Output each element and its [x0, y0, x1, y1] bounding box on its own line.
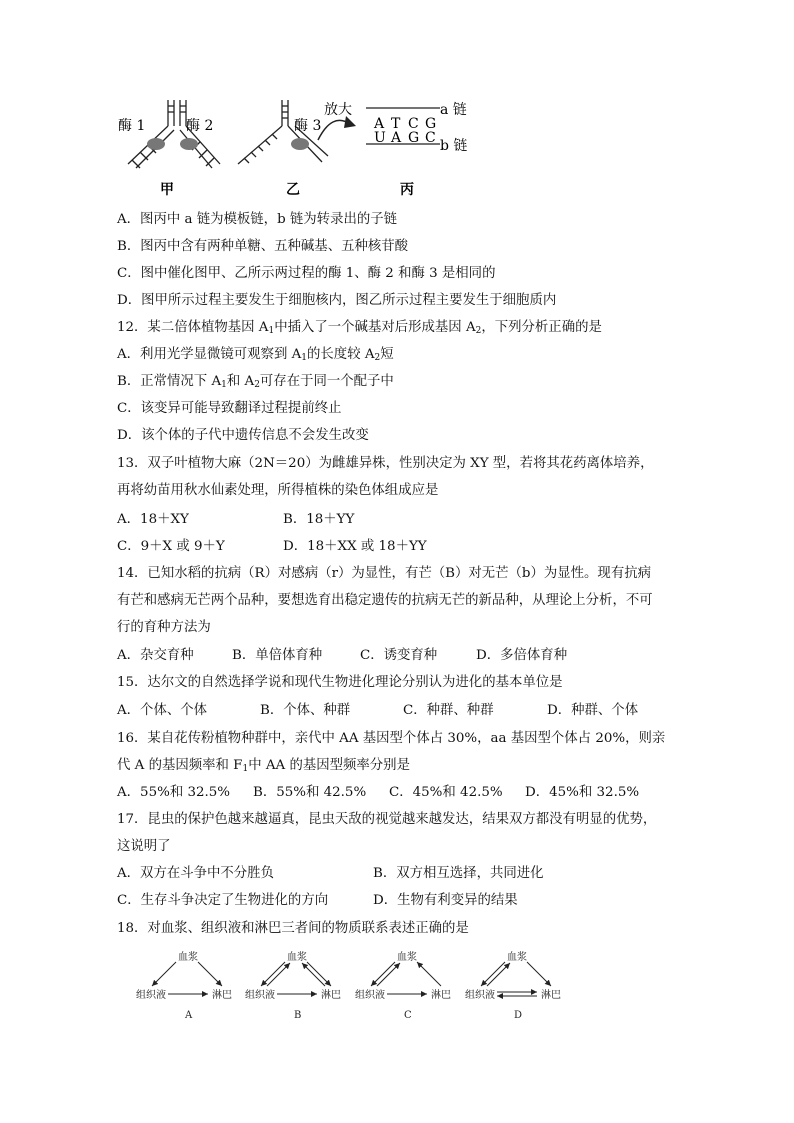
q13-stem-line1: 13．双子叶植物大麻（2N＝20）为雌雄异株，性别决定为 XY 型，若将其花药离体培养，: [117, 456, 654, 471]
enzyme3-blob: [291, 138, 309, 150]
top-base: A: [374, 116, 385, 132]
bottom-base: A: [391, 130, 402, 146]
bottom-base: C: [425, 130, 436, 146]
q17-stem-line2: 这说明了: [117, 839, 171, 854]
svg-text:淋巴: 淋巴: [541, 990, 561, 1001]
q15-stem: 15．达尔文的自然选择学说和现代生物进化理论分别认为进化的基本单位是: [117, 675, 563, 690]
q14-stem-line3: 行的育种方法为: [117, 620, 211, 635]
bottom-base: U: [374, 130, 386, 146]
q12-option-b: B．正常情况下 $A_1$和 $A_2$可存在于同一个配子中: [117, 374, 394, 390]
q11-option-b: B．图丙中含有两种单糖、五种碱基、五种核苷酸: [117, 239, 409, 254]
q17-option-c: C．生存斗争决定了生物进化的方向: [117, 893, 329, 908]
bottom-base: G: [408, 130, 420, 146]
q13-option-c: C．9＋X 或 9＋Y: [117, 539, 225, 554]
enzyme2-blob: [180, 138, 198, 150]
label-yi: 乙: [286, 182, 300, 198]
q17-stem-line1: 17．昆虫的保护色越来越逼真，昆虫天敌的视觉越来越发达，结果双方都没有明显的优势，: [117, 812, 657, 827]
enzyme2-label: 酶 2: [186, 118, 214, 134]
q18-stem: 18．对血浆、组织液和淋巴三者间的物质联系表述正确的是: [117, 921, 469, 936]
diagram-c: [355, 950, 451, 1021]
q14-option-b: B．单倍体育种: [232, 648, 323, 663]
figure-jia: [128, 100, 220, 168]
chain-a-label: a 链: [440, 102, 467, 118]
q12-option-c: C．该变异可能导致翻译过程提前终止: [117, 401, 342, 416]
svg-text:血浆: 血浆: [178, 952, 198, 963]
q13-stem-line2: 再将幼苗用秋水仙素处理，所得植株的染色体组成应是: [117, 483, 439, 498]
q16-option-a: A．55%和 32.5%: [117, 785, 231, 800]
q12-stem: 12．某二倍体植物基因 $A_1$中插入了一个碱基对后形成基因 $A_2$，下列分析正确的是: [117, 320, 602, 336]
svg-text:血浆: 血浆: [507, 952, 527, 963]
svg-text:C: C: [404, 1010, 412, 1021]
q13-option-a: A．18＋XY: [117, 512, 189, 527]
q16-option-d: D．45%和 32.5%: [525, 785, 640, 800]
q15-option-b: B．个体、种群: [260, 703, 351, 718]
q14-option-a: A．杂交育种: [117, 648, 194, 663]
q16-stem-line2: 代 A 的基因频率和 $F_1$中 AA 的基因型频率分别是: [117, 758, 410, 774]
svg-text:B: B: [294, 1010, 302, 1021]
svg-text:淋巴: 淋巴: [212, 990, 232, 1001]
svg-text:D: D: [514, 1010, 523, 1021]
top-base: G: [425, 116, 437, 132]
dna-replication-transcription-figure: [110, 92, 490, 202]
svg-text:组织液: 组织液: [355, 990, 385, 1001]
q11-option-c: C．图中催化图甲、乙所示两过程的酶 1、酶 2 和酶 3 是相同的: [117, 266, 496, 281]
enzyme3-label: 酶 3: [294, 118, 322, 134]
q17-option-b: B．双方相互选择，共同进化: [373, 866, 544, 881]
svg-text:A: A: [185, 1010, 193, 1021]
chain-b-label: b 链: [440, 138, 468, 154]
q17-option-a: A．双方在斗争中不分胜负: [117, 866, 274, 881]
q16-option-b: B．55%和 42.5%: [253, 785, 367, 800]
q15-option-d: D．种群、个体: [547, 703, 639, 718]
diagram-b: [245, 950, 341, 1021]
q16-option-c: C．45%和 42.5%: [389, 785, 503, 800]
q14-option-d: D．多倍体育种: [476, 648, 568, 663]
diagram-a: [136, 950, 232, 1021]
q14-option-c: C．诱变育种: [360, 648, 438, 663]
q11-option-d: D．图甲所示过程主要发生于细胞核内，图乙所示过程主要发生于细胞质内: [117, 293, 557, 308]
q12-option-d: D．该个体的子代中遗传信息不会发生改变: [117, 428, 369, 443]
q15-option-a: A．个体、个体: [117, 703, 208, 718]
label-bing: 丙: [400, 182, 414, 198]
label-jia: 甲: [160, 182, 174, 198]
q15-option-c: C．种群、种群: [403, 703, 494, 718]
body-fluid-diagrams: [130, 946, 570, 1024]
q14-stem-line2: 有芒和感病无芒两个品种，要想选育出稳定遗传的抗病无芒的新品种，从理论上分析，不可: [117, 593, 653, 608]
diagram-d: [465, 950, 561, 1021]
svg-text:血浆: 血浆: [397, 952, 417, 963]
q12-option-a: A．利用光学显微镜可观察到 $A_1$的长度较 $A_2$短: [117, 347, 394, 363]
q17-option-d: D．生物有利变异的结果: [373, 893, 518, 908]
q14-stem-line1: 14．已知水稻的抗病（R）对感病（r）为显性，有芒（B）对无芒（b）为显性。现有抗病: [117, 566, 651, 581]
q13-option-b: B．18＋YY: [283, 512, 355, 527]
svg-text:组织液: 组织液: [245, 990, 275, 1001]
svg-text:淋巴: 淋巴: [431, 990, 451, 1001]
q13-option-d: D．18＋XX 或 18＋YY: [283, 539, 427, 554]
q16-stem-line1: 16．某自花传粉植物种群中，亲代中 AA 基因型个体占 30%，aa 基因型个体占 20%，则亲: [117, 731, 666, 746]
top-base: T: [391, 116, 401, 132]
svg-text:组织液: 组织液: [465, 990, 495, 1001]
svg-text:组织液: 组织液: [136, 990, 166, 1001]
svg-text:淋巴: 淋巴: [321, 990, 341, 1001]
enzyme1-blob: [147, 138, 165, 150]
top-base: C: [408, 116, 419, 132]
enzyme1-label: 酶 1: [118, 118, 146, 134]
enlarge-label: 放大: [324, 102, 352, 118]
svg-text:血浆: 血浆: [287, 952, 307, 963]
q11-option-a: A．图丙中 a 链为模板链，b 链为转录出的子链: [117, 212, 398, 227]
